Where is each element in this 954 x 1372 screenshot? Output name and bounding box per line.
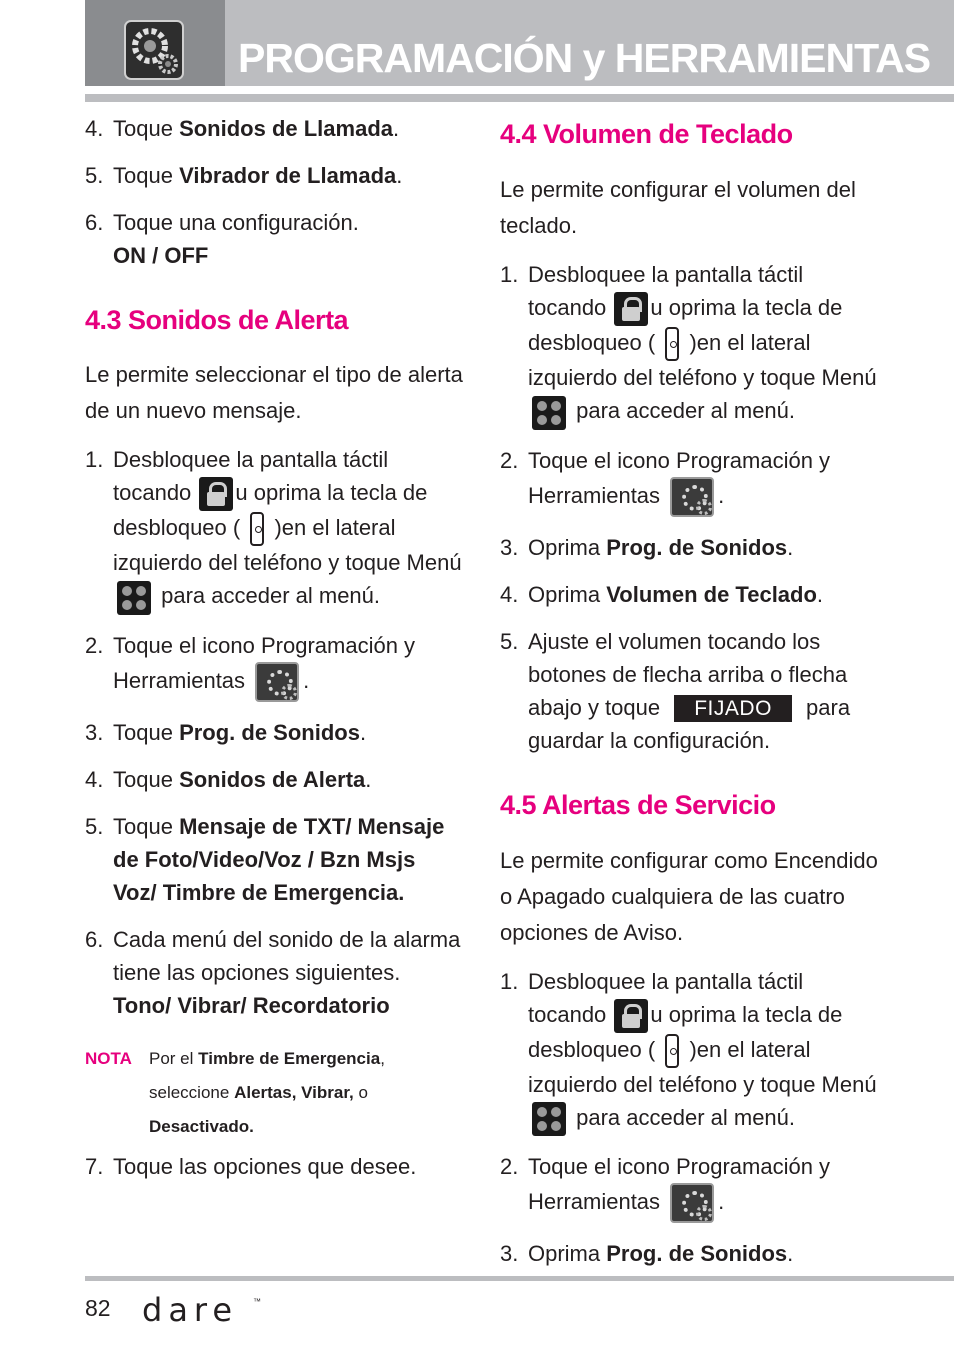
list-item xyxy=(85,443,465,615)
step-text: Desbloquee la pantalla táctil tocando xyxy=(528,262,804,320)
step-bold: Prog. de Sonidos xyxy=(606,534,788,560)
step-text: . xyxy=(718,1188,725,1214)
menu-icon xyxy=(532,1102,566,1136)
step-text: Toque las opciones que desee. xyxy=(113,1153,417,1179)
list-item xyxy=(500,531,880,564)
step-number: 5. xyxy=(85,163,104,188)
step-text: para acceder al menú. xyxy=(570,398,796,424)
note-body xyxy=(85,1042,465,1144)
list-item xyxy=(85,923,465,1022)
top-steps xyxy=(85,112,465,272)
step-text: u oprima la tecla de desbloqueo ( xyxy=(113,480,428,541)
service-alert-steps xyxy=(500,965,880,1271)
page-number: 82 xyxy=(85,1295,111,1321)
list-item xyxy=(85,1150,465,1183)
fijado-button: FIJADO xyxy=(674,695,792,722)
step-number: 5. xyxy=(85,813,104,839)
section-title: 4.3 Sonidos de Alerta xyxy=(85,305,349,335)
list-item xyxy=(500,578,880,611)
final-steps xyxy=(85,1150,465,1183)
step-text: . xyxy=(718,482,725,508)
step-number: 1. xyxy=(500,968,519,994)
step-bold: Mensaje de TXT/ Mensaje de Foto/Video/Voz / Bzn Msjs Voz/ Timbre de Emergencia. xyxy=(113,813,445,905)
step-text: Toque una configuración. xyxy=(113,210,359,235)
step-number: 1. xyxy=(500,262,519,287)
step-text: Toque xyxy=(113,163,180,188)
step-text: u oprima la tecla de desbloqueo ( xyxy=(528,1001,843,1062)
unlock-key-icon xyxy=(665,327,679,361)
step-number: 1. xyxy=(85,447,104,472)
step-text: Oprima xyxy=(528,534,607,560)
note-bold: Alertas, Vibrar, xyxy=(234,1082,354,1102)
list-item xyxy=(500,1150,880,1223)
step-bold: Sonidos de Llamada xyxy=(179,116,393,141)
step-number: 2. xyxy=(85,632,104,658)
step-number: 5. xyxy=(500,628,519,654)
footer-divider xyxy=(85,1276,954,1281)
settings-gears-icon xyxy=(670,477,714,517)
step-text: Toque el icono Programación y Herramientas xyxy=(528,447,831,508)
list-item xyxy=(500,965,880,1137)
step-bold: ON / OFF xyxy=(113,243,209,268)
lock-icon xyxy=(199,477,233,511)
step-text: . xyxy=(359,719,367,745)
lock-icon xyxy=(614,999,648,1033)
step-number: 3. xyxy=(85,719,104,745)
step-number: 3. xyxy=(500,534,519,560)
list-item xyxy=(500,258,880,430)
step-text: Toque xyxy=(113,719,180,745)
list-item xyxy=(500,444,880,517)
step-text: para acceder al menú. xyxy=(155,583,381,609)
note xyxy=(85,1042,465,1144)
section-intro: Le permite seleccionar el tipo de alerta de un nuevo mensaje. xyxy=(85,362,463,423)
step-text: . xyxy=(787,534,794,560)
step-number: 7. xyxy=(85,1153,104,1179)
note-text: Por el xyxy=(149,1048,199,1068)
unlock-key-icon xyxy=(665,1034,679,1068)
menu-icon xyxy=(117,581,151,615)
step-bold: Vibrador de Llamada xyxy=(179,163,397,188)
step-text: u oprima la tecla de desbloqueo ( xyxy=(528,295,843,356)
list-item xyxy=(85,206,465,272)
step-text: . xyxy=(816,581,824,607)
section-title: 4.4 Volumen de Teclado xyxy=(500,119,793,149)
step-number: 4. xyxy=(85,116,104,141)
step-bold: Prog. de Sonidos xyxy=(606,1241,788,1267)
step-bold: Volumen de Teclado xyxy=(606,581,817,607)
step-text: Desbloquee la pantalla táctil tocando xyxy=(113,447,389,505)
step-bold: Prog. de Sonidos xyxy=(179,719,360,745)
step-text: Toque el icono Programación y Herramientas xyxy=(113,632,416,693)
step-text: )en el lateral izquierdo del teléfono y toque Menú xyxy=(528,330,877,391)
step-text: Ajuste el volumen tocando los botones de flecha arriba o flecha abajo y toque xyxy=(528,628,848,720)
step-text: Desbloquee la pantalla táctil tocando xyxy=(528,968,804,1027)
list-item xyxy=(85,629,465,702)
step-text: Oprima xyxy=(528,581,607,607)
step-text: Cada menú del sonido de la alarma tiene las opciones siguientes. xyxy=(113,926,461,985)
step-text: . xyxy=(365,766,372,792)
step-text: para acceder al menú. xyxy=(570,1104,796,1130)
step-text: Toque xyxy=(113,813,180,839)
list-item xyxy=(85,159,465,192)
note-text: , seleccione xyxy=(149,1048,385,1102)
list-item xyxy=(85,810,465,909)
alert-steps xyxy=(85,443,465,1022)
step-number: 6. xyxy=(85,926,104,952)
step-text: Toque xyxy=(113,766,180,792)
settings-gears-icon xyxy=(124,20,184,80)
step-text: . xyxy=(393,116,400,141)
trademark: ™ xyxy=(253,1297,261,1306)
step-bold: Tono/ Vibrar/ Recordatorio xyxy=(113,992,390,1018)
note-bold: Desactivado. xyxy=(149,1116,254,1136)
step-text: )en el lateral izquierdo del teléfono y toque Menú xyxy=(528,1036,877,1097)
step-number: 4. xyxy=(500,581,519,607)
note-text: o xyxy=(353,1082,368,1102)
list-item xyxy=(85,112,465,145)
lock-icon xyxy=(614,292,648,326)
settings-gears-icon xyxy=(255,662,299,702)
step-number: 3. xyxy=(500,1241,519,1267)
step-number: 2. xyxy=(500,447,519,473)
left-column xyxy=(85,112,465,1183)
section-intro: Le permite configurar como Encendido o Apagado cualquiera de las cuatro opciones de Aviso. xyxy=(500,847,878,945)
step-text: )en el lateral izquierdo del teléfono y toque Menú xyxy=(113,515,462,576)
step-text: Toque xyxy=(113,116,180,141)
step-text: para guardar la configuración. xyxy=(528,694,851,753)
right-column xyxy=(500,112,880,1270)
list-item xyxy=(500,625,880,757)
section-intro: Le permite configurar el volumen del teclado. xyxy=(500,177,856,238)
list-item xyxy=(85,716,465,749)
step-text: . xyxy=(787,1241,794,1267)
section-title: 4.5 Alertas de Servicio xyxy=(500,789,776,820)
note-bold: Timbre de Emergencia xyxy=(198,1048,381,1068)
unlock-key-icon xyxy=(250,512,264,546)
step-text: Oprima xyxy=(528,1241,607,1267)
list-item xyxy=(85,763,465,796)
header-divider xyxy=(85,94,954,102)
page-title: PROGRAMACIÓN y HERRAMIENTAS xyxy=(238,35,931,81)
step-text: . xyxy=(303,667,310,693)
step-number: 2. xyxy=(500,1154,519,1180)
step-bold: Sonidos de Alerta xyxy=(179,766,366,792)
keypad-volume-steps xyxy=(500,258,880,757)
brand-logo: dare xyxy=(142,1291,239,1329)
step-text: . xyxy=(396,163,403,188)
settings-gears-icon xyxy=(670,1183,714,1223)
step-number: 4. xyxy=(85,766,104,792)
list-item xyxy=(500,1237,880,1270)
menu-icon xyxy=(532,396,566,430)
step-text: Toque el icono Programación y Herramientas xyxy=(528,1154,831,1214)
step-number: 6. xyxy=(85,210,104,235)
note-label: NOTA xyxy=(85,1048,132,1068)
